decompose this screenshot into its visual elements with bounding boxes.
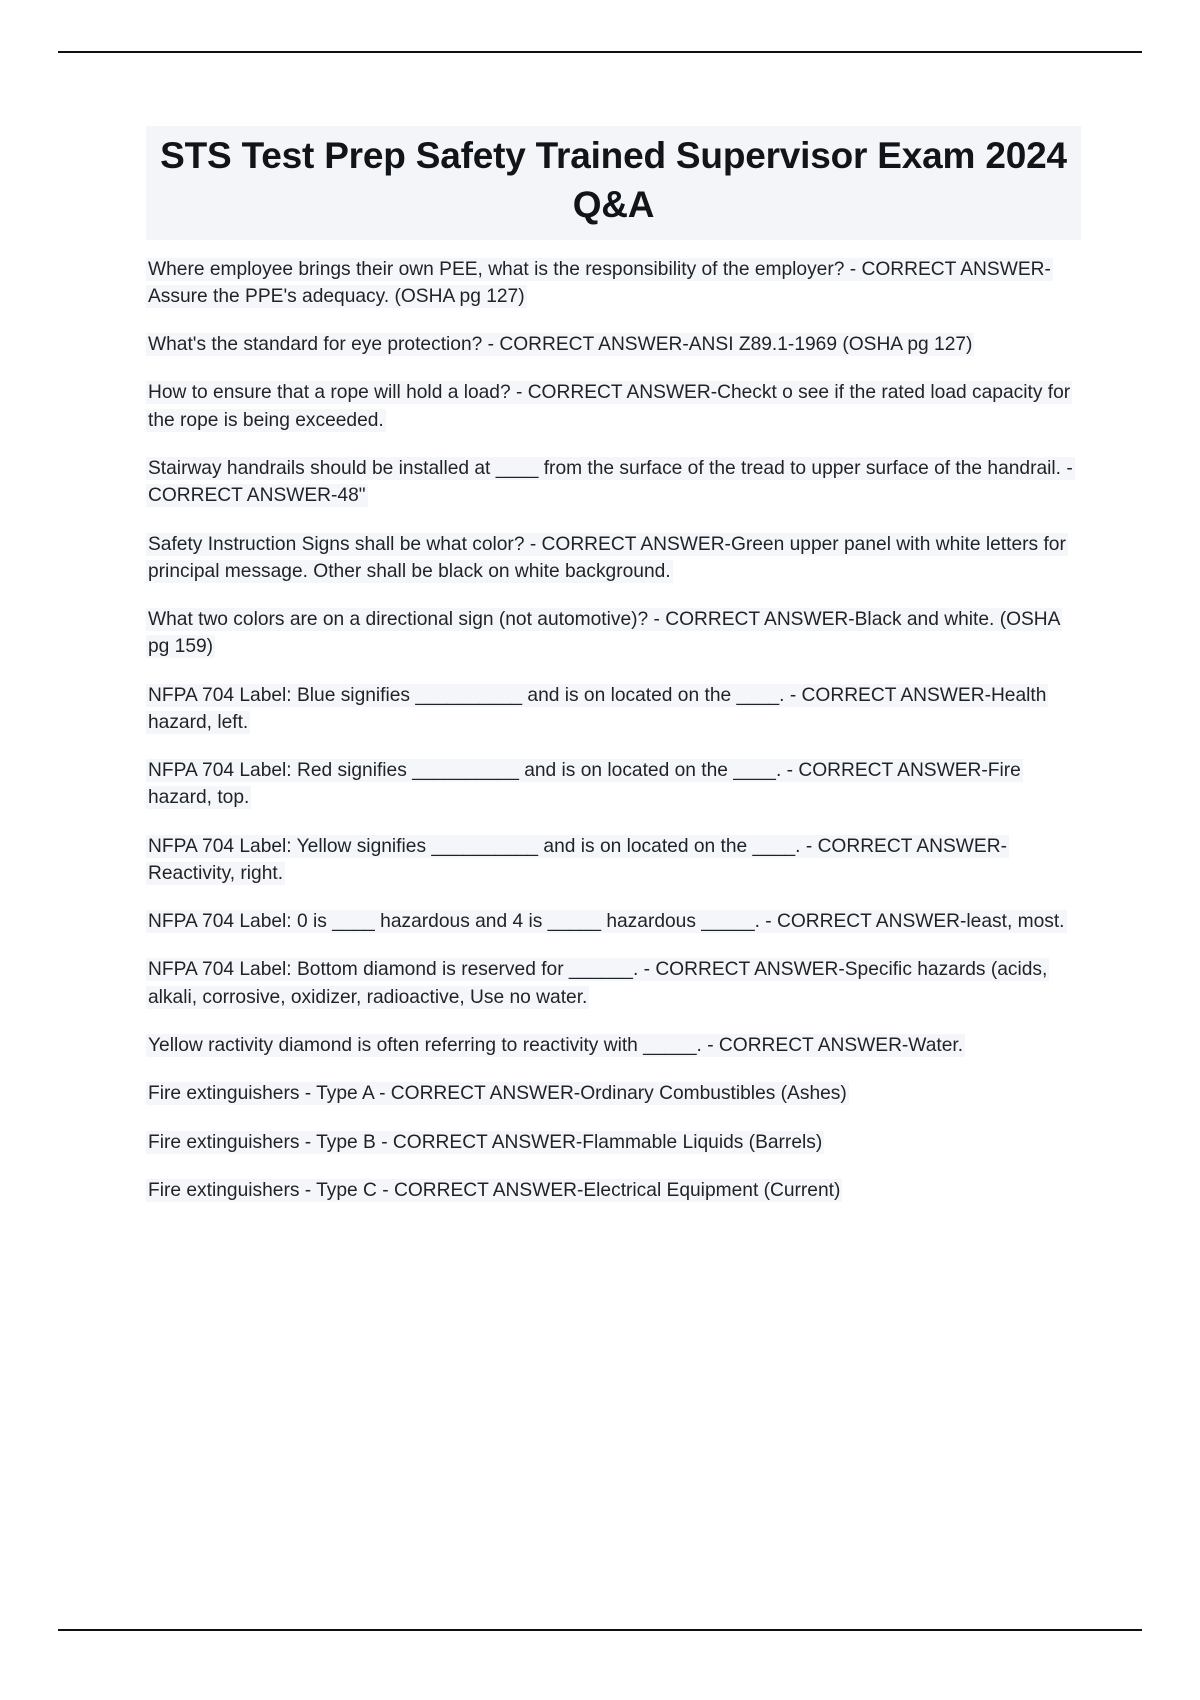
list-item	[146, 908, 1081, 935]
qa-text: NFPA 704 Label: Bottom diamond is reserved for ______. - CORRECT ANSWER-Specific hazards (acids, alkali, corrosive, oxidizer, radioactive, Use no water.	[148, 959, 1048, 1008]
qa-text: Where employee brings their own PEE, what is the responsibility of the employer? - CORRECT ANSWER-Assure the PPE's adequacy. (OSHA pg 127)	[148, 258, 1051, 307]
qa-text: What two colors are on a directional sign (not automotive)? - CORRECT ANSWER-Black and white. (OSHA pg 159)	[148, 609, 1061, 658]
qa-text: What's the standard for eye protection? - CORRECT ANSWER-ANSI Z89.1-1969 (OSHA pg 127)	[148, 334, 973, 356]
qa-text: Fire extinguishers - Type A - CORRECT ANSWER-Ordinary Combustibles (Ashes)	[148, 1083, 847, 1105]
qa-text: NFPA 704 Label: Yellow signifies __________ and is on located on the ____. - CORRECT ANSWER-Reactivity, right.	[148, 835, 1007, 884]
list-item	[146, 1129, 1081, 1156]
list-item	[146, 331, 1081, 358]
qa-text: NFPA 704 Label: Red signifies __________ and is on located on the ____. - CORRECT ANSWER-Fire hazard, top.	[148, 760, 1021, 809]
list-item	[146, 833, 1081, 888]
document-content	[146, 126, 1081, 1225]
qa-text: Yellow ractivity diamond is often referring to reactivity with _____. - CORRECT ANSWER-Water.	[148, 1034, 964, 1056]
page-title: STS Test Prep Safety Trained Supervisor Exam 2024 Q&A	[146, 126, 1081, 240]
qa-text: NFPA 704 Label: Blue signifies __________ and is on located on the ____. - CORRECT ANSWER-Health hazard, left.	[148, 684, 1047, 733]
list-item	[146, 1080, 1081, 1107]
list-item	[146, 956, 1081, 1011]
list-item	[146, 455, 1081, 510]
list-item	[146, 1177, 1081, 1204]
list-item	[146, 1032, 1081, 1059]
list-item	[146, 531, 1081, 586]
qa-text: Stairway handrails should be installed at ____ from the surface of the tread to upper surface of the handrail. - CORRECT ANSWER-48"	[148, 457, 1073, 507]
qa-text: Fire extinguishers - Type C - CORRECT ANSWER-Electrical Equipment (Current)	[148, 1179, 841, 1201]
qa-list	[146, 256, 1081, 1204]
list-item	[146, 379, 1081, 434]
list-item	[146, 757, 1081, 812]
list-item	[146, 682, 1081, 737]
footer-divider	[58, 1629, 1142, 1631]
qa-text: How to ensure that a rope will hold a load? - CORRECT ANSWER-Checkt o see if the rated load capacity for the rope is being exceeded.	[148, 382, 1071, 431]
qa-text: Fire extinguishers - Type B - CORRECT ANSWER-Flammable Liquids (Barrels)	[148, 1131, 823, 1153]
qa-text: Safety Instruction Signs shall be what color? - CORRECT ANSWER-Green upper panel with white letters for principal message. Other shall be black on white background.	[148, 533, 1066, 582]
header-divider	[58, 51, 1142, 53]
qa-text: NFPA 704 Label: 0 is ____ hazardous and 4 is _____ hazardous _____. - CORRECT ANSWER-least, most.	[148, 911, 1065, 933]
list-item	[146, 256, 1081, 311]
list-item	[146, 606, 1081, 661]
